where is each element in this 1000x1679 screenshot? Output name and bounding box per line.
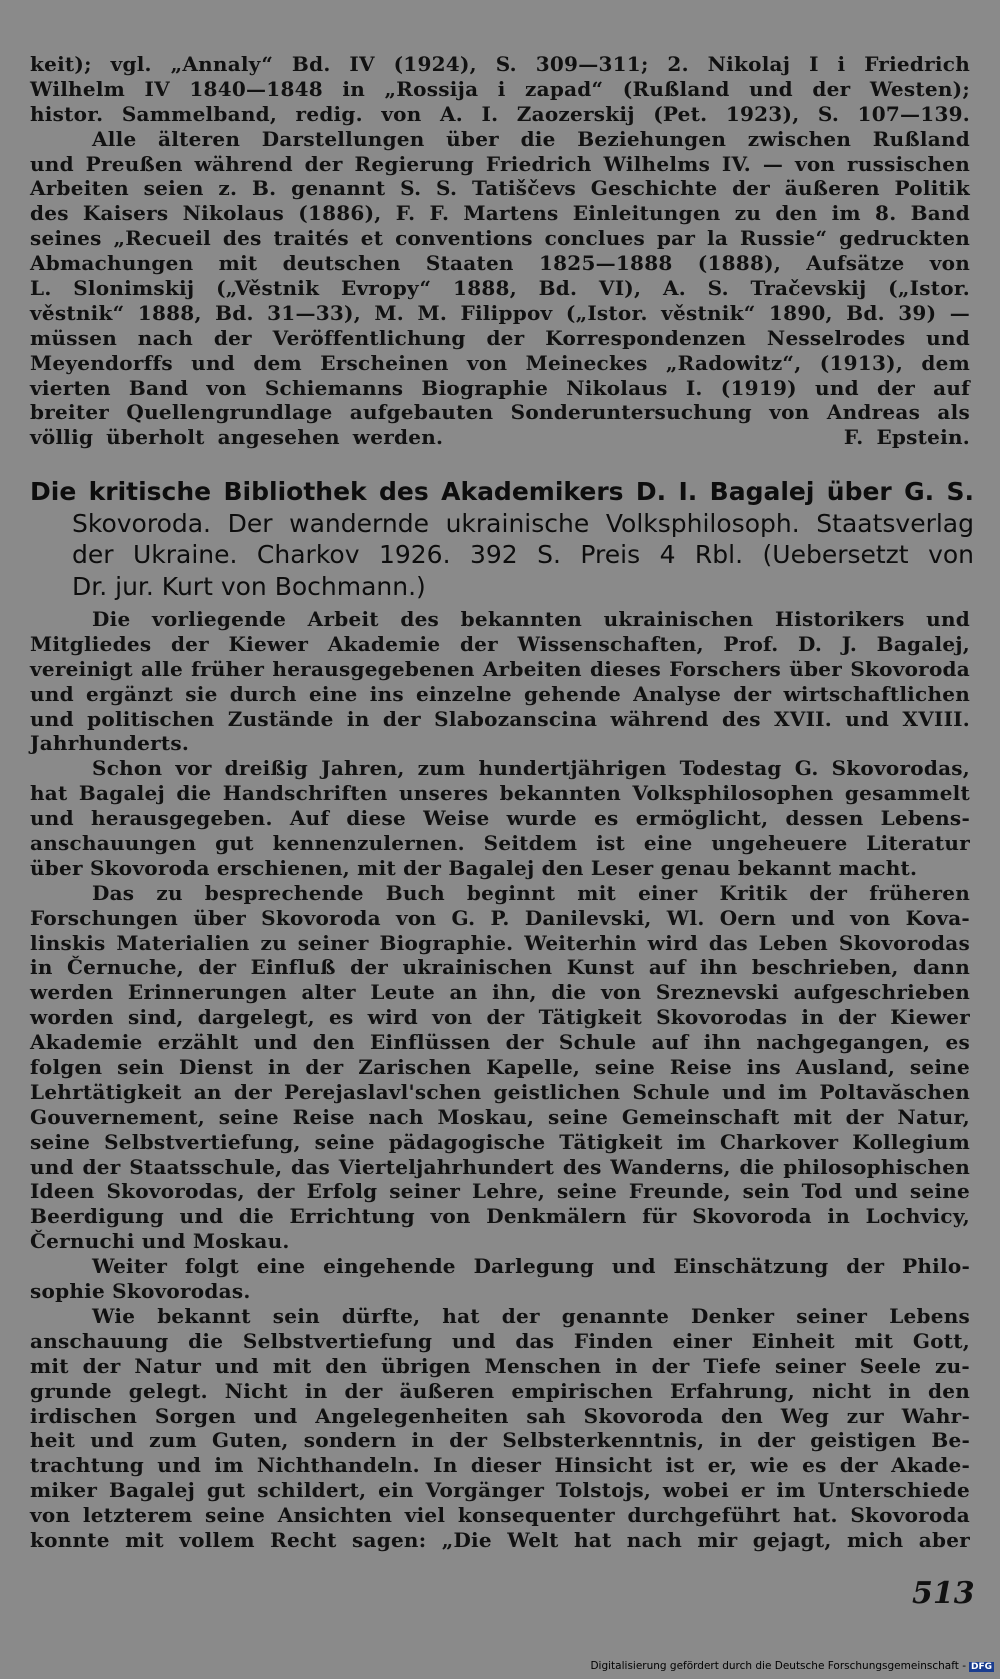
text-line: heit und zum Guten, sondern in der Selbsterkenntnis, in der geistigen Be- (30, 1428, 970, 1453)
text-line: und Preußen während der Regierung Friedrich Wilhelms IV. — von russischen (30, 151, 970, 176)
text-line: Černuchi und Moskau. (30, 1229, 290, 1254)
text-line: und herausgegeben. Auf diese Weise wurde es ermöglicht, dessen Lebens- (30, 806, 970, 831)
text-line: und ergänzt sie durch eine ins einzelne gehende Analyse der wirtschaftlichen (30, 681, 970, 706)
text-line: Schon vor dreißig Jahren, zum hundertjährigen Todestag G. Skovorodas, (92, 756, 970, 781)
text-line: anschauung die Selbstvertiefung und das Finden einer Einheit mit Gott, (30, 1328, 970, 1353)
text-block-epstein (30, 52, 970, 450)
text-line: irdischen Sorgen und Angelegenheiten sah Skovoroda den Weg zur Wahr- (30, 1403, 970, 1428)
text-line: L. Slonimskij („Věstnik Evropy“ 1888, Bd. VI), A. S. Tračevskij („Istor. (30, 276, 970, 301)
text-line: müssen nach der Veröffentlichung der Korrespondenzen Nesselrodes und (30, 325, 970, 350)
page-number: 513 (912, 1576, 975, 1611)
text-line: Akademie erzählt und den Einflüssen der Schule auf ihn nachgegangen, es (30, 1030, 970, 1055)
review-heading (30, 476, 974, 602)
text-line: Arbeiten seien z. B. genannt S. S. Tatiščevs Geschichte der äußeren Politik (30, 176, 970, 201)
text-line: trachtung und im Nichthandeln. In dieser Hinsicht ist er, wie es der Akade- (30, 1453, 970, 1478)
text-line: Alle älteren Darstellungen über die Beziehungen zwischen Rußland (92, 126, 970, 151)
text-line: in Černuche, der Einfluß der ukrainischen Kunst auf ihn beschrieben, dann (30, 955, 970, 980)
text-line: vereinigt alle früher herausgegebenen Arbeiten dieses Forschers über Skovoroda (30, 656, 970, 681)
text-line: folgen sein Dienst in der Zarischen Kapelle, seine Reise ins Ausland, seine (30, 1055, 970, 1080)
heading-line: Skovoroda. Der wandernde ukrainische Volksphilosoph. Staatsverlag (72, 508, 974, 538)
text-line: hat Bagalej die Handschriften unseres bekannten Volksphilosophen gesammelt (30, 781, 970, 806)
text-line: von letzterem seine Ansichten viel konsequenter durchgeführt hat. Skovoroda (30, 1503, 970, 1528)
text-line: völlig überholt angesehen werden. F. Epstein. (30, 425, 970, 450)
text-line: über Skovoroda erschienen, mit der Bagalej den Leser genau bekannt macht. (30, 855, 918, 880)
text-line: des Kaisers Nikolaus (1886), F. F. Martens Einleitungen zu den im 8. Band (30, 201, 970, 226)
text-line: mit der Natur und mit den übrigen Menschen in der Tiefe seiner Seele zu- (30, 1353, 970, 1378)
dfg-logo: DFG (970, 1662, 992, 1672)
text-line: worden sind, dargelegt, es wird von der Tätigkeit Skovorodas in der Kiewer (30, 1005, 970, 1030)
text-line: Gouvernement, seine Reise nach Moskau, seine Gemeinschaft mit der Natur, (30, 1104, 970, 1129)
text-line: Meyendorffs und dem Erscheinen von Meineckes „Radowitz“, (1913), dem (30, 350, 970, 375)
text-line: keit); vgl. „Annaly“ Bd. IV (1924), S. 309—311; 2. Nikolaj I i Friedrich (30, 52, 970, 76)
text-line: seines „Recueil des traités et conventions conclues par la Russie“ gedruckten (30, 226, 970, 251)
text-line: werden Erinnerungen alter Leute an ihn, die von Sreznevski aufgeschrieben (30, 980, 970, 1005)
heading-line: Dr. jur. Kurt von Bochmann.) (72, 571, 426, 601)
text-line: histor. Sammelband, redig. von A. I. Zaozerskij (Pet. 1923), S. 107—139. (30, 101, 970, 126)
text-line: konnte mit vollem Recht sagen: „Die Welt hat nach mir gejagt, mich aber (30, 1527, 970, 1552)
text-line: anschauungen gut kennenzulernen. Seitdem ist eine ungeheuere Literatur (30, 831, 970, 856)
text-line: linskis Materialien zu seiner Biographie. Weiterhin wird das Leben Skovorodas (30, 930, 970, 955)
text-line: grunde gelegt. Nicht in der äußeren empirischen Erfahrung, nicht in den (30, 1378, 970, 1403)
text-block-bagalej (30, 607, 970, 1553)
heading-line: der Ukraine. Charkov 1926. 392 S. Preis 4 Rbl. (Uebersetzt von (72, 540, 974, 569)
footer-text: Digitalisierung gefördert durch die Deutsche Forschungsgemeinschaft - (590, 1660, 966, 1672)
text-line: Ideen Skovorodas, der Erfolg seiner Lehre, seine Freunde, sein Tod und seine (30, 1179, 970, 1204)
heading-line: Die kritische Bibliothek des Akademikers D. I. Bagalej über G. S. (30, 477, 974, 506)
text-line: und der Staatsschule, das Vierteljahrhundert des Wanderns, die philosophischen (30, 1154, 970, 1179)
text-line: Forschungen über Skovoroda von G. P. Danilevski, Wl. Oern und von Kova- (30, 905, 970, 930)
text-line: Die vorliegende Arbeit des bekannten ukrainischen Historikers und (92, 607, 970, 631)
text-line: miker Bagalej gut schildert, ein Vorgänger Tolstojs, wobei er im Unterschiede (30, 1478, 970, 1503)
text-line: vierten Band von Schiemanns Biographie Nikolaus I. (1919) und der auf (30, 375, 970, 400)
text-line: breiter Quellengrundlage aufgebauten Sonderuntersuchung von Andreas als (30, 400, 970, 425)
text-line: und politischen Zustände in der Slabozanscina während des XVII. und XVIII. (30, 706, 970, 731)
text-line: Beerdigung und die Errichtung von Denkmälern für Skovoroda in Lochvicy, (30, 1204, 970, 1229)
text-line: Mitgliedes der Kiewer Akademie der Wissenschaften, Prof. D. J. Bagalej, (30, 631, 970, 656)
text-line: Wie bekannt sein dürfte, hat der genannte Denker seiner Lebens (92, 1303, 970, 1328)
text-line: Das zu besprechende Buch beginnt mit einer Kritik der früheren (92, 880, 970, 905)
footer-credit (590, 1660, 994, 1672)
text-line: Wilhelm IV 1840—1848 in „Rossija i zapad“ (Rußland und der Westen); (30, 76, 970, 101)
text-line: věstnik“ 1888, Bd. 31—33), M. M. Filippov („Istor. věstnik“ 1890, Bd. 39) — (30, 300, 970, 325)
text-line: Abmachungen mit deutschen Staaten 1825—1888 (1888), Aufsätze von (30, 251, 970, 276)
text-line: sophie Skovorodas. (30, 1279, 251, 1304)
text-line: seine Selbstvertiefung, seine pädagogische Tätigkeit im Charkover Kollegium (30, 1129, 970, 1154)
text-line: Jahrhunderts. (30, 731, 190, 756)
text-line: Weiter folgt eine eingehende Darlegung und Einschätzung der Philo- (92, 1254, 970, 1279)
text-line: Lehrtätigkeit an der Perejaslavl'schen geistlichen Schule und im Poltavăschen (30, 1079, 970, 1104)
